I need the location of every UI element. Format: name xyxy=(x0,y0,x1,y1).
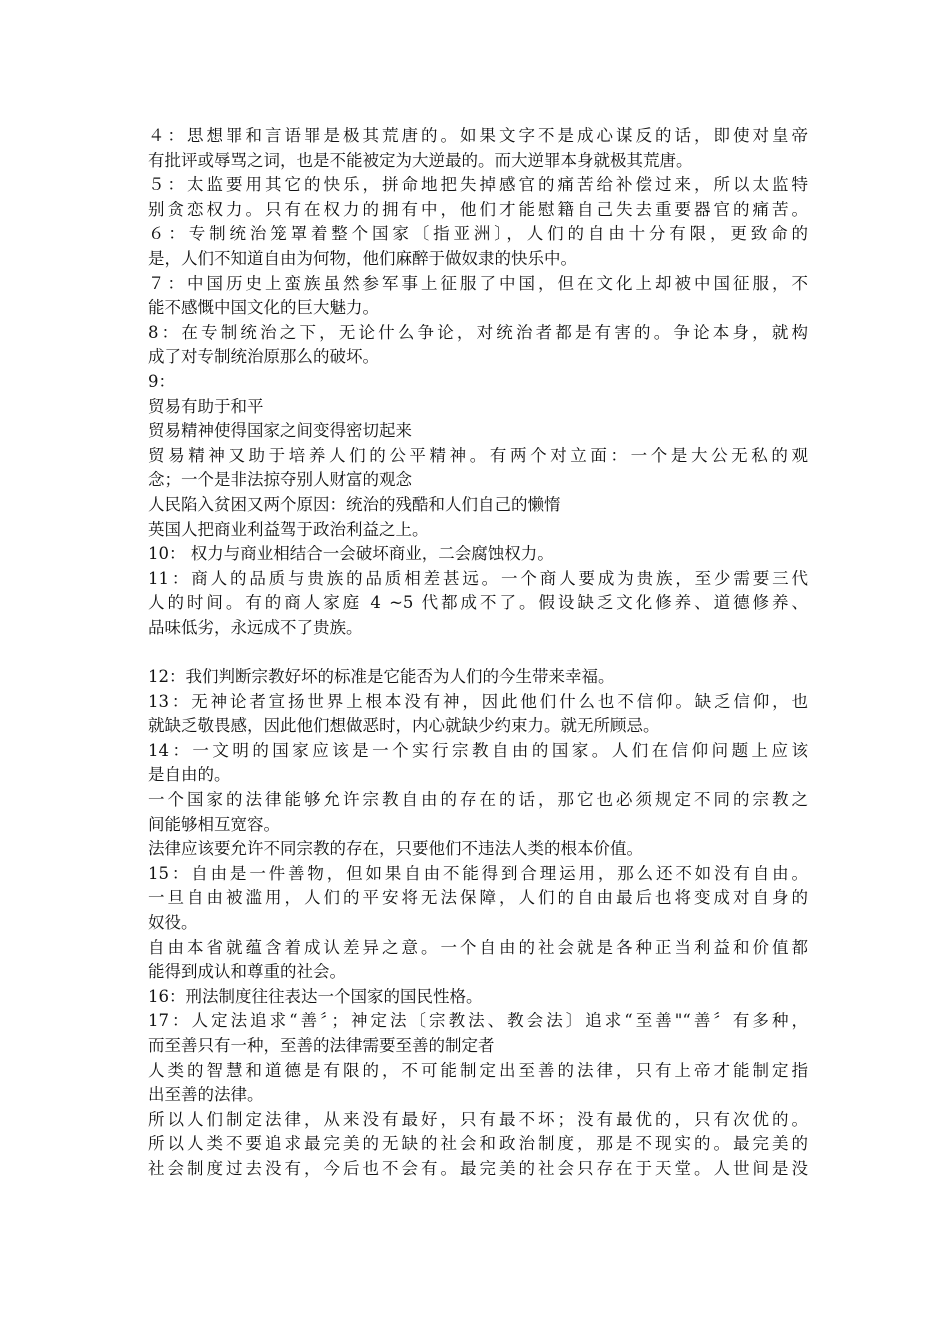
text-line xyxy=(148,640,808,665)
text-line: 12：我们判断宗教好坏的标准是它能否为人们的今生带来幸福。 xyxy=(148,667,615,687)
text-line: 英国人把商业利益驾于政治利益之上。 xyxy=(148,519,429,539)
text-line: 人类的智慧和道德是有限的，不可能制定出至善的法律，只有上帝才能制定指 xyxy=(148,1060,808,1080)
text-line: 16：刑法制度往往表达一个国家的国民性格。 xyxy=(148,986,483,1006)
text-line: ５：太监要用其它的快乐，拼命地把失掉感官的痛苦给补偿过来，所以太监特 xyxy=(148,175,808,195)
text-line: 10： 权力与商业相结合一会破坏商业，二会腐蚀权力。 xyxy=(148,544,554,564)
text-line: 出至善的法律。 xyxy=(148,1085,264,1105)
text-line: 就缺乏敬畏感，因此他们想做恶时，内心就缺少约束力。就无所顾忌。 xyxy=(148,716,660,736)
text-line: 9： xyxy=(148,371,175,391)
text-line: 13：无神论者宣扬世界上根本没有神，因此他们什么也不信仰。缺乏信仰，也 xyxy=(148,691,808,711)
text-line: 11：商人的品质与贵族的品质相差甚远。一个商人要成为贵族，至少需要三代 xyxy=(148,568,808,588)
text-line: 间能够相互宽容。 xyxy=(148,814,280,834)
text-line: 自由本省就蕴含着成认差异之意。一个自由的社会就是各种正当利益和价值都 xyxy=(148,937,808,957)
document-page xyxy=(148,124,808,1182)
text-line: 成了对专制统治原那么的破坏。 xyxy=(148,347,379,367)
text-line: 贸易精神使得国家之间变得密切起来 xyxy=(148,421,412,441)
text-line: 17：人定法追求“善〞；神定法〔宗教法、教会法〕追求“至善"“善〞有多种， xyxy=(148,1011,808,1031)
text-line: 人民陷入贫困又两个原因：统治的残酷和人们自己的懒惰 xyxy=(148,494,561,514)
text-line: 法律应该要允许不同宗教的存在，只要他们不违法人类的根本价值。 xyxy=(148,839,643,859)
text-line: 能不感慨中国文化的巨大魅力。 xyxy=(148,298,379,318)
text-line: 贸易有助于和平 xyxy=(148,396,264,416)
text-line: ７：中国历史上蛮族虽然参军事上征服了中国，但在文化上却被中国征服，不 xyxy=(148,273,808,293)
text-line: 所以人类不要追求最完美的无缺的社会和政治制度，那是不现实的。最完美的 xyxy=(148,1134,808,1154)
text-line: 念；一个是非法掠夺别人财富的观念 xyxy=(148,470,412,490)
text-line: 贸易精神又助于培养人们的公平精神。有两个对立面：一个是大公无私的观 xyxy=(148,445,808,465)
text-line: 一旦自由被滥用，人们的平安将无法保障，人们的自由最后也将变成对自身的 xyxy=(148,888,808,908)
text-line: 有批评或辱骂之词，也是不能被定为大逆最的。而大逆罪本身就极其荒唐。 xyxy=(148,150,693,170)
text-line: 而至善只有一种，至善的法律需要至善的制定者 xyxy=(148,1035,495,1055)
text-line: ４：思想罪和言语罪是极其荒唐的。如果文字不是成心谋反的话，即使对皇帝 xyxy=(148,126,808,145)
text-line: 奴役。 xyxy=(148,913,198,932)
text-line: 是，人们不知道自由为何物，他们麻醉于做奴隶的快乐中。 xyxy=(148,248,577,268)
text-line: 品味低劣，永远成不了贵族。 xyxy=(148,617,363,637)
text-line: 能得到成认和尊重的社会。 xyxy=(148,962,346,982)
text-line: 所以人们制定法律，从来没有最好，只有最不坏；没有最优的，只有次优的。 xyxy=(148,1109,808,1129)
text-line: 是自由的。 xyxy=(148,765,231,785)
text-line: 人的时间。有的商人家庭 4 ~5 代都成不了。假设缺乏文化修养、道德修养、 xyxy=(148,593,808,613)
text-line: 一个国家的法律能够允许宗教自由的存在的话，那它也必须规定不同的宗教之 xyxy=(148,790,808,810)
text-line: ６：专制统治笼罩着整个国家〔指亚洲〕，人们的自由十分有限，更致命的 xyxy=(148,224,808,244)
text-line: 14：一文明的国家应该是一个实行宗教自由的国家。人们在信仰问题上应该 xyxy=(148,740,808,760)
text-line: 15：自由是一件善物，但如果自由不能得到合理运用，那么还不如没有自由。 xyxy=(148,863,808,883)
text-line: 社会制度过去没有，今后也不会有。最完美的社会只存在于天堂。人世间是没 xyxy=(148,1158,808,1178)
text-line: 别贪恋权力。只有在权力的拥有中，他们才能慰籍自己失去重要器官的痛苦。 xyxy=(148,199,808,219)
text-line: 8：在专制统治之下，无论什么争论，对统治者都是有害的。争论本身，就构 xyxy=(148,322,808,342)
